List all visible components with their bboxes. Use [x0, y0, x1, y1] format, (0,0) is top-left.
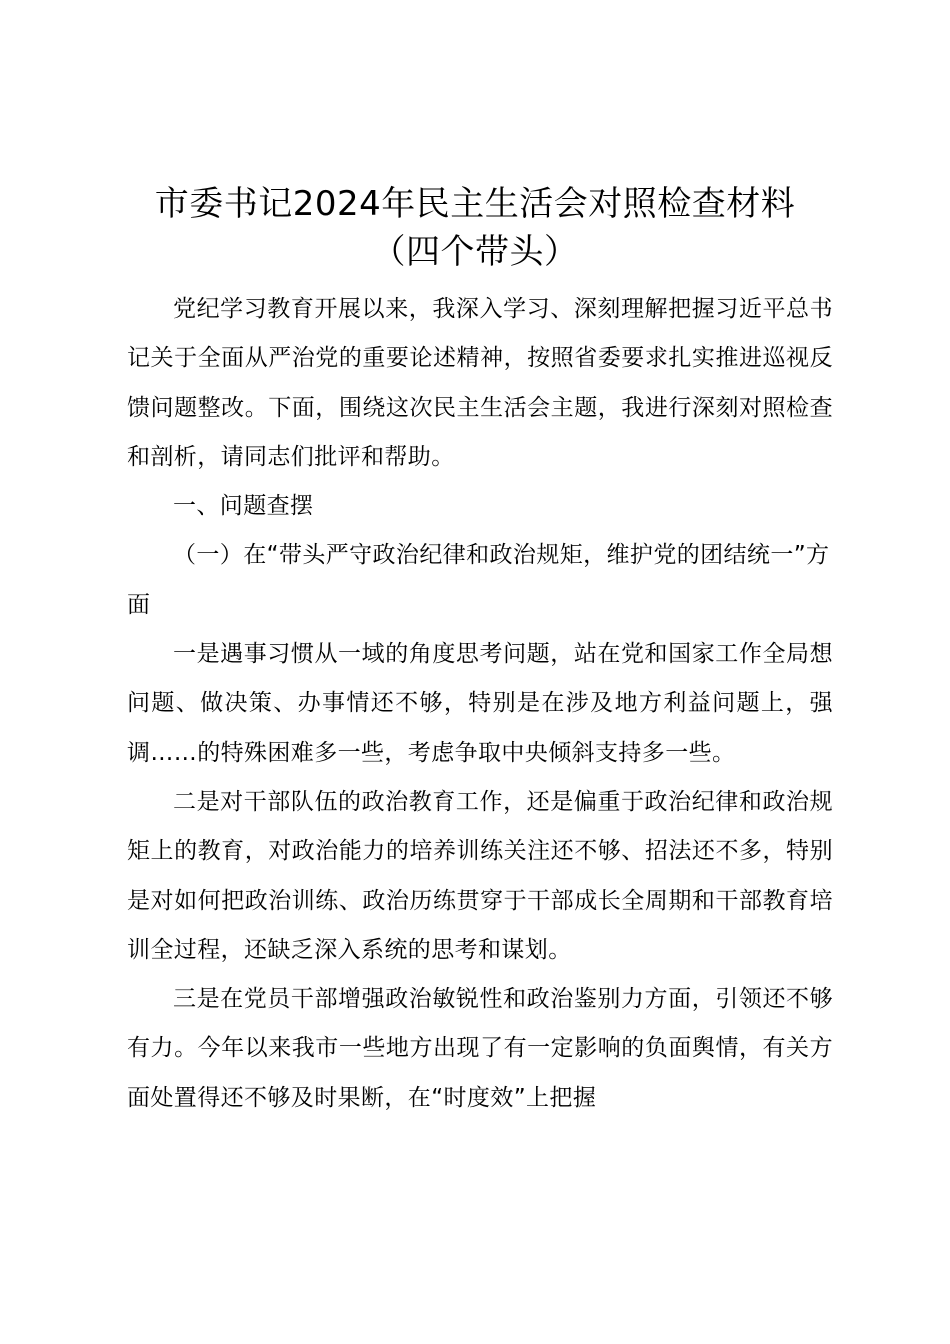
subsection-heading-1: （一）在“带头严守政治纪律和政治规矩，维护党的团结统一”方面 — [127, 542, 830, 618]
document-body — [127, 285, 833, 1123]
problem-paragraph-2: 二是对干部队伍的政治教育工作，还是偏重于政治纪律和政治规矩上的教育，对政治能力的培养训练关注还不够、招法还不多，特别是对如何把政治训练、政治历练贯穿于干部成长全周期和干部教育培训全过程，还缺乏深入系统的思考和谋划。 — [127, 788, 833, 963]
title-line-main: 市委书记2024年民主生活会对照检查材料 — [154, 184, 796, 224]
section-heading-problems: 一、问题查摆 — [173, 493, 314, 520]
document-title — [0, 180, 950, 276]
intro-paragraph: 党纪学习教育开展以来，我深入学习、深刻理解把握习近平总书记关于全面从严治党的重要论述精神，按照省委要求扎实推进巡视反馈问题整改。下面，围绕这次民主生活会主题，我进行深刻对照检查和剖析，请同志们批评和帮助。 — [127, 296, 833, 470]
problem-paragraph-3: 三是在党员干部增强政治敏锐性和政治鉴别力方面，引领还不够有力。今年以来我市一些地方出现了有一定影响的负面舆情，有关方面处置得还不够及时果断，在“时度效”上把握 — [127, 986, 833, 1111]
problem-paragraph-1: 一是遇事习惯从一域的角度思考问题，站在党和国家工作全局想问题、做决策、办事情还不够，特别是在涉及地方利益问题上，强调……的特殊困难多一些，考虑争取中央倾斜支持多一些。 — [127, 641, 833, 766]
title-line-sub: （四个带头） — [371, 232, 579, 272]
